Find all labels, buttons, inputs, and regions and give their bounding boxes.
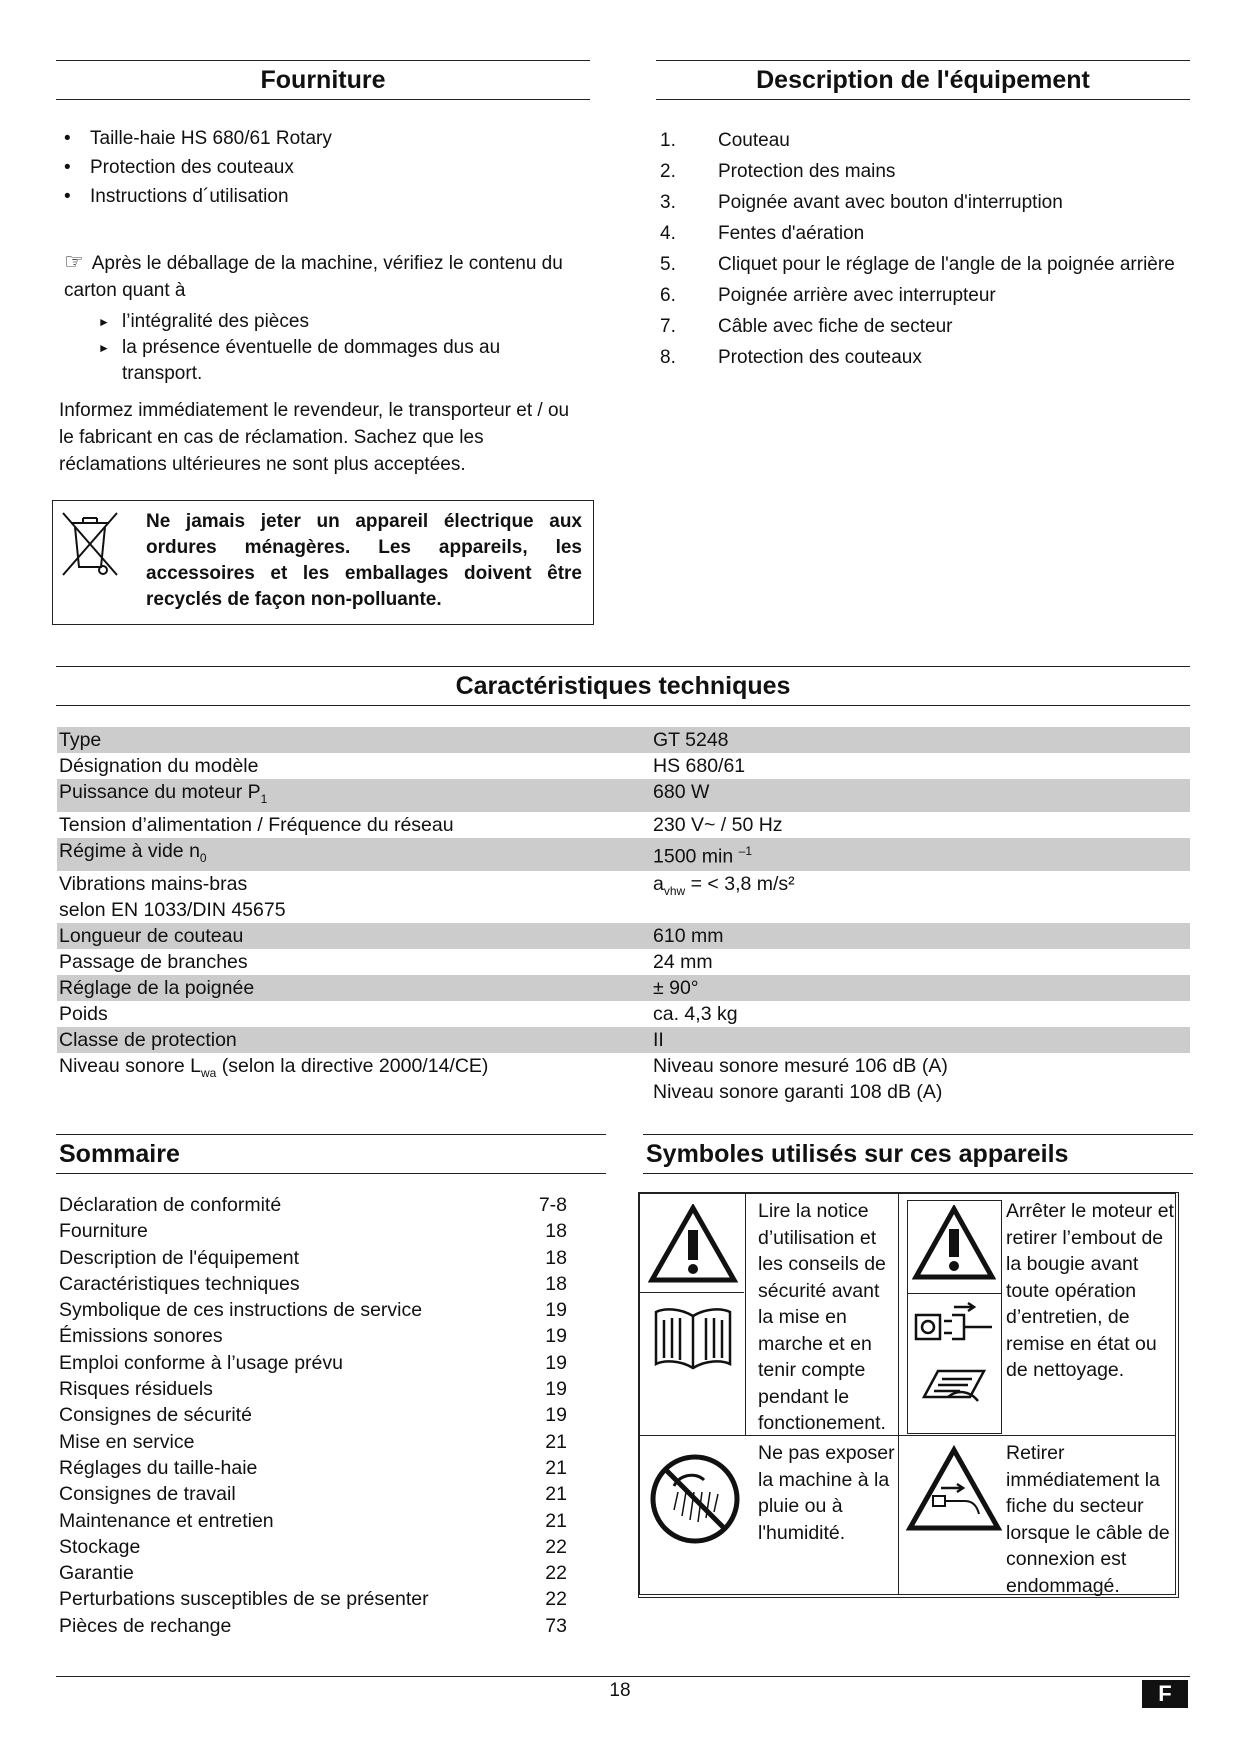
toc-row	[59, 1613, 567, 1639]
table-row: Type GT 5248	[57, 727, 1190, 753]
open-book-icon	[650, 1304, 736, 1374]
toc-label: Maintenance et entretien	[59, 1509, 274, 1532]
check-list	[62, 309, 542, 387]
table-row: Puissance du moteur $P_1$ 680 W	[57, 779, 1190, 812]
no-rain-icon	[648, 1452, 742, 1546]
pull-plug-warning-icon	[905, 1444, 1003, 1534]
complaint-info: Informez immédiatement le revendeur, le transporteur et / ou le fabricant en cas de réclamation. Sachez que les réclamations ultérieures ne sont plus acceptées.	[59, 400, 570, 475]
specs-table	[57, 727, 1190, 1105]
toc-label: Mise en service	[59, 1430, 195, 1453]
table-row: Passage de branches 24 mm	[59, 950, 713, 973]
list-item: ► l’intégralité des pièces	[62, 309, 542, 335]
symbol-cell-stop-engine	[898, 1193, 1176, 1436]
toc-row	[59, 1402, 567, 1428]
toc-row	[59, 1455, 567, 1481]
list-item: 2. Protection des mains	[660, 161, 896, 182]
toc-row	[59, 1350, 567, 1376]
list-item: • Protection des couteaux	[58, 153, 588, 182]
disposal-warning-text: Ne jamais jeter un appareil électrique aux ordures ménagères. Les appareils, les accessoires et les emballages doivent être recyclés de façon non-polluante.	[146, 511, 582, 610]
symbol-cell-pull-plug	[898, 1435, 1176, 1595]
table-row: Longueur de couteau 610 mm	[57, 923, 1190, 949]
table-row: Tension d’alimentation / Fréquence du réseau 230 V~ / 50 Hz	[59, 813, 783, 836]
toc-row	[59, 1323, 567, 1349]
toc-page: 21	[545, 1456, 567, 1479]
toc-page: 22	[545, 1535, 567, 1558]
toc-page: 18	[545, 1246, 567, 1269]
toc-row	[59, 1297, 567, 1323]
toc-page: 19	[545, 1404, 567, 1427]
table-row: Niveau sonore $L_{wa}$ (selon la directive 2000/14/CE) Niveau sonore mesuré 106 dB (A) Niveau sonore garanti 108 dB (A)	[59, 1054, 948, 1103]
toc-page: 7-8	[538, 1194, 567, 1216]
symbol-text: Retirer immédiatement la fiche du secteur lorsque le câble de connexion est endommagé.	[1006, 1442, 1170, 1597]
list-item: 4. Fentes d'aération	[660, 223, 865, 244]
toc-page: 19	[545, 1351, 567, 1374]
table-row: Réglage de la poignée ± 90°	[57, 975, 1190, 1001]
toc-label: Réglages du taille-haie	[59, 1456, 258, 1479]
table-of-contents	[59, 1192, 567, 1639]
toc-page: 21	[545, 1483, 567, 1506]
toc-label: Symbolique de ces instructions de service	[59, 1299, 423, 1322]
table-row: Régime à vide $n_0$ 1500 min $^{-1}$	[57, 838, 1190, 871]
toc-page: 19	[545, 1299, 567, 1322]
list-item: 3. Poignée avant avec bouton d'interruption	[660, 192, 1063, 213]
symbol-text: Arrêter le moteur et retirer l’embout de la bougie avant toute opération d’entretien, de remise en état ou de nettoyage.	[1006, 1200, 1174, 1381]
toc-page: 22	[545, 1562, 567, 1585]
toc-row	[59, 1560, 567, 1586]
list-item: 5. Cliquet pour le réglage de l'angle de la poignée arrière	[660, 254, 1175, 275]
toc-label: Émissions sonores	[59, 1325, 223, 1348]
symbol-icons-column	[907, 1200, 1002, 1434]
toc-page: 21	[545, 1430, 567, 1453]
symbols-title: Symboles utilisés sur ces appareils	[643, 1134, 1193, 1174]
toc-page: 18	[545, 1220, 567, 1243]
list-item: 1. Couteau	[660, 130, 790, 151]
footer-rule	[56, 1676, 1190, 1677]
toc-row	[59, 1376, 567, 1402]
pointing-hand-icon: ☞	[64, 249, 84, 274]
toc-row	[59, 1508, 567, 1534]
toc-label: Déclaration de conformité	[59, 1194, 282, 1216]
symbol-cell-no-rain	[639, 1435, 899, 1595]
unpack-note-text: Après le déballage de la machine, vérifiez le contenu du carton quant à	[64, 253, 563, 301]
toc-page: 18	[545, 1272, 567, 1295]
toc-label: Emploi conforme à l’usage prévu	[59, 1351, 343, 1374]
toc-page: 21	[545, 1509, 567, 1532]
table-row: Vibrations mains-bras selon EN 1033/DIN 45675 $a_{vhw}$ = < 3,8 m/s²	[59, 872, 795, 921]
unplug-icon	[912, 1301, 996, 1349]
symbol-text: Ne pas exposer la machine à la pluie ou à l'humidité.	[758, 1442, 895, 1544]
warning-triangle-icon	[648, 1204, 738, 1284]
table-row: Désignation du modèle HS 680/61	[59, 755, 746, 777]
symbol-text: Lire la notice d’utilisation et les conseils de sécurité avant la mise en marche et en tenir compte pendant le fonctionement.	[758, 1200, 886, 1434]
symbol-cell-read-manual	[639, 1193, 899, 1436]
warning-triangle-icon	[912, 1205, 996, 1283]
description-title: Description de l'équipement	[656, 60, 1190, 100]
toc-page: 73	[545, 1614, 567, 1637]
sommaire-title: Sommaire	[56, 1134, 606, 1174]
divider	[908, 1293, 1001, 1294]
toc-row	[59, 1534, 567, 1560]
symbol-icons-column	[640, 1194, 746, 1435]
table-row: Poids ca. 4,3 kg	[59, 1002, 738, 1025]
toc-page: 19	[545, 1378, 567, 1401]
list-item: ► la présence éventuelle de dommages dus au transport.	[62, 335, 542, 387]
crossed-out-bin-icon	[59, 509, 121, 579]
symbols-table	[638, 1192, 1179, 1598]
unpack-note	[64, 248, 588, 304]
manual-hand-icon	[918, 1361, 990, 1405]
toc-row	[59, 1481, 567, 1507]
table-row: Classe de protection II	[57, 1027, 1190, 1053]
page-number: 18	[609, 1680, 631, 1701]
toc-label: Caractéristiques techniques	[59, 1272, 300, 1295]
disposal-warning-box	[52, 500, 594, 625]
toc-label: Description de l'équipement	[59, 1246, 300, 1269]
list-item: 6. Poignée arrière avec interrupteur	[660, 285, 996, 306]
toc-label: Garantie	[59, 1562, 134, 1585]
toc-row	[59, 1429, 567, 1455]
equipment-list	[660, 125, 1190, 373]
language-badge: F	[1142, 1680, 1188, 1708]
fourniture-title: Fourniture	[56, 60, 590, 100]
toc-row	[59, 1245, 567, 1271]
list-item: • Instructions d´utilisation	[58, 182, 588, 211]
toc-label: Pièces de rechange	[59, 1614, 232, 1637]
toc-row	[59, 1586, 567, 1612]
list-item: • Taille-haie HS 680/61 Rotary	[58, 124, 588, 153]
toc-row	[59, 1192, 567, 1218]
toc-label: Perturbations susceptibles de se présenter	[59, 1588, 429, 1611]
toc-page: 22	[545, 1588, 567, 1611]
toc-label: Consignes de sécurité	[59, 1404, 252, 1427]
toc-row	[59, 1271, 567, 1297]
fourniture-list	[58, 124, 588, 211]
toc-label: Risques résiduels	[59, 1378, 213, 1401]
toc-label: Fourniture	[59, 1220, 148, 1243]
specs-title: Caractéristiques techniques	[56, 666, 1190, 706]
toc-label: Consignes de travail	[59, 1483, 236, 1506]
divider	[640, 1292, 744, 1293]
toc-row	[59, 1218, 567, 1244]
list-item: 7. Câble avec fiche de secteur	[660, 316, 953, 337]
toc-label: Stockage	[59, 1535, 141, 1558]
list-item: 8. Protection des couteaux	[660, 347, 922, 368]
toc-page: 19	[545, 1325, 567, 1348]
